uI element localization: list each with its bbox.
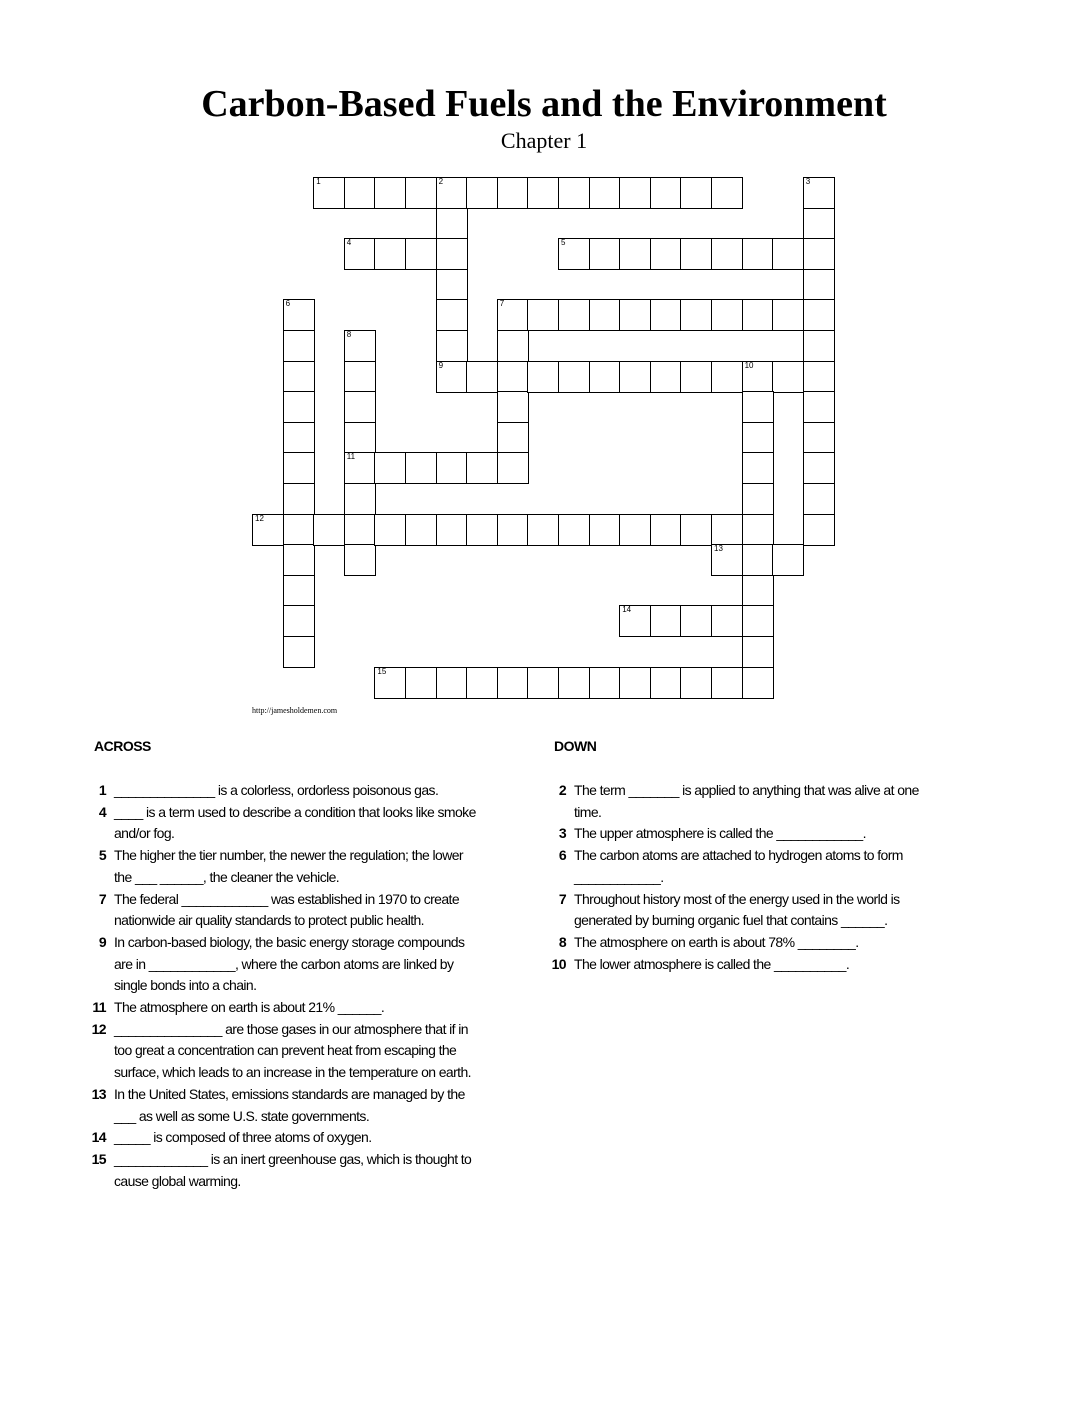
grid-cell[interactable] xyxy=(497,452,529,484)
grid-cell[interactable] xyxy=(344,422,376,454)
clue-number: 6 xyxy=(558,847,566,864)
clue-number: 8 xyxy=(558,933,566,950)
clue-text: The federal ____________ was established in 1970 to create nationwide air quality standards to protect public health. xyxy=(114,890,460,929)
grid-cell[interactable] xyxy=(558,299,590,331)
grid-cell[interactable] xyxy=(283,452,315,484)
grid-cell[interactable] xyxy=(283,361,315,393)
grid-cell[interactable] xyxy=(405,514,437,546)
across-clue xyxy=(80,1019,480,1084)
clue-number: 2 xyxy=(558,782,566,798)
grid-cell[interactable] xyxy=(589,238,621,270)
grid-cell[interactable] xyxy=(497,177,529,209)
grid-cell[interactable] xyxy=(497,422,529,454)
grid-cell[interactable] xyxy=(374,452,406,484)
clue-text: The lower atmosphere is called the __________. xyxy=(574,955,850,972)
grid-cell[interactable] xyxy=(589,177,621,209)
grid-cell[interactable] xyxy=(803,483,835,515)
down-clue xyxy=(540,845,940,888)
grid-cell[interactable] xyxy=(527,514,559,546)
grid-cell[interactable] xyxy=(436,238,468,270)
grid-cell[interactable] xyxy=(497,391,529,423)
grid-cell[interactable] xyxy=(772,544,804,576)
grid-cell[interactable] xyxy=(344,483,376,515)
grid-cell[interactable] xyxy=(558,361,590,393)
grid-cell[interactable] xyxy=(803,361,835,393)
grid-cell[interactable] xyxy=(589,514,621,546)
grid-cell[interactable] xyxy=(497,330,529,362)
grid-cell[interactable] xyxy=(527,361,559,393)
grid-cell[interactable] xyxy=(803,452,835,484)
grid-cell[interactable] xyxy=(283,544,315,576)
grid-cell[interactable] xyxy=(589,361,621,393)
grid-cell[interactable] xyxy=(742,667,774,699)
grid-cell[interactable] xyxy=(619,177,651,209)
cell-number: 13 xyxy=(714,544,723,554)
across-heading: ACROSS xyxy=(94,738,151,754)
grid-cell[interactable] xyxy=(313,177,345,209)
across-clue-list xyxy=(80,780,480,1192)
across-clue xyxy=(80,1127,480,1149)
grid-cell[interactable] xyxy=(497,514,529,546)
grid-cell[interactable] xyxy=(252,514,284,546)
grid-cell[interactable] xyxy=(619,667,651,699)
cell-number: 6 xyxy=(285,299,291,309)
grid-cell[interactable] xyxy=(283,514,315,546)
grid-cell[interactable] xyxy=(344,361,376,393)
down-clue xyxy=(540,823,940,845)
grid-cell[interactable] xyxy=(436,177,468,209)
grid-cell[interactable] xyxy=(803,330,835,362)
grid-cell[interactable] xyxy=(589,299,621,331)
grid-cell[interactable] xyxy=(803,177,835,209)
grid-cell[interactable] xyxy=(803,422,835,454)
grid-cell[interactable] xyxy=(374,514,406,546)
grid-cell[interactable] xyxy=(711,514,743,546)
across-clue xyxy=(80,889,480,932)
grid-cell[interactable] xyxy=(742,238,774,270)
across-clue xyxy=(80,997,480,1019)
grid-cell[interactable] xyxy=(742,422,774,454)
grid-cell[interactable] xyxy=(803,208,835,240)
grid-cell[interactable] xyxy=(619,361,651,393)
grid-cell[interactable] xyxy=(742,514,774,546)
grid-cell[interactable] xyxy=(711,667,743,699)
grid-cell[interactable] xyxy=(405,667,437,699)
grid-cell[interactable] xyxy=(344,452,376,484)
grid-cell[interactable] xyxy=(742,544,774,576)
grid-cell[interactable] xyxy=(650,238,682,270)
grid-cell[interactable] xyxy=(497,299,529,331)
grid-cell[interactable] xyxy=(436,514,468,546)
grid-cell[interactable] xyxy=(283,575,315,607)
grid-cell[interactable] xyxy=(283,605,315,637)
grid-cell[interactable] xyxy=(283,299,315,331)
grid-cell[interactable] xyxy=(619,605,651,637)
down-clue xyxy=(540,780,940,823)
grid-cell[interactable] xyxy=(405,452,437,484)
cell-number: 4 xyxy=(346,238,352,248)
clue-text: ____ is a term used to describe a condition that looks like smoke and/or fog. xyxy=(114,803,476,842)
grid-cell[interactable] xyxy=(650,361,682,393)
grid-cell[interactable] xyxy=(374,177,406,209)
grid-cell[interactable] xyxy=(527,299,559,331)
grid-cell[interactable] xyxy=(405,177,437,209)
clue-text: The atmosphere on earth is about 21% ______. xyxy=(114,999,385,1016)
grid-cell[interactable] xyxy=(436,361,468,393)
down-clue-list xyxy=(540,780,940,975)
cell-number: 10 xyxy=(744,360,754,370)
grid-cell[interactable] xyxy=(558,177,590,209)
grid-cell[interactable] xyxy=(436,667,468,699)
grid-cell[interactable] xyxy=(527,667,559,699)
grid-cell[interactable] xyxy=(344,177,376,209)
clue-number: 10 xyxy=(551,955,566,972)
grid-cell[interactable] xyxy=(466,452,498,484)
clue-text: The carbon atoms are attached to hydrogen atoms to form ____________. xyxy=(574,847,903,885)
cell-number: 5 xyxy=(561,238,566,248)
grid-cell[interactable] xyxy=(711,544,743,576)
source-url: http://jamesholdemen.com xyxy=(252,706,338,715)
grid-cell[interactable] xyxy=(283,483,315,515)
clue-text: The term _______ is applied to anything that was alive at one time. xyxy=(574,782,919,820)
grid-cell[interactable] xyxy=(619,514,651,546)
clue-number: 9 xyxy=(98,933,106,950)
clue-text: In carbon-based biology, the basic energy storage compounds are in ____________, where the carbon atoms are linked by single bonds into a chain. xyxy=(114,933,465,994)
grid-cell[interactable] xyxy=(497,361,529,393)
clue-number: 7 xyxy=(98,890,106,907)
cell-number: 15 xyxy=(377,666,387,676)
clue-number: 3 xyxy=(558,825,566,842)
grid-cell[interactable] xyxy=(558,238,590,270)
grid-cell[interactable] xyxy=(558,514,590,546)
grid-cell[interactable] xyxy=(436,452,468,484)
grid-cell[interactable] xyxy=(711,299,743,331)
grid-cell[interactable] xyxy=(803,514,835,546)
clue-text: The higher the tier number, the newer the regulation; the lower the ___ ______, the cleaner the vehicle. xyxy=(114,847,463,885)
down-clue xyxy=(540,932,940,954)
clue-text: The upper atmosphere is called the ____________. xyxy=(574,825,866,842)
grid-cell[interactable] xyxy=(711,238,743,270)
cell-number: 7 xyxy=(499,299,505,309)
grid-cell[interactable] xyxy=(680,238,712,270)
cell-number: 11 xyxy=(346,452,356,462)
clue-text: ______________ is a colorless, ordorless poisonous gas. xyxy=(114,782,439,798)
grid-cell[interactable] xyxy=(619,238,651,270)
grid-cell[interactable] xyxy=(466,177,498,209)
down-clue xyxy=(540,954,940,976)
grid-cell[interactable] xyxy=(405,238,437,270)
down-heading: DOWN xyxy=(554,738,597,754)
grid-cell[interactable] xyxy=(680,667,712,699)
grid-cell[interactable] xyxy=(803,299,835,331)
grid-cell[interactable] xyxy=(742,636,774,668)
grid-cell[interactable] xyxy=(619,299,651,331)
clue-number: 11 xyxy=(92,999,106,1016)
clue-text: _____________ is an inert greenhouse gas, which is thought to cause global warming. xyxy=(114,1150,472,1189)
across-clue xyxy=(80,802,480,845)
grid-cell[interactable] xyxy=(436,299,468,331)
cell-number: 14 xyxy=(622,605,632,615)
grid-cell[interactable] xyxy=(436,330,468,362)
grid-cell[interactable] xyxy=(742,483,774,515)
cell-number: 2 xyxy=(438,177,444,186)
grid-cell[interactable] xyxy=(344,544,376,576)
grid-cell[interactable] xyxy=(680,605,712,637)
cell-number: 8 xyxy=(346,330,352,339)
across-clue xyxy=(80,1149,480,1192)
clue-number: 14 xyxy=(91,1129,106,1146)
grid-cell[interactable] xyxy=(283,636,315,668)
clue-number: 15 xyxy=(91,1150,106,1167)
across-clue xyxy=(80,932,480,997)
grid-cell[interactable] xyxy=(772,238,804,270)
grid-cell[interactable] xyxy=(283,422,315,454)
clue-number: 12 xyxy=(91,1020,106,1037)
cell-number: 1 xyxy=(316,177,321,186)
clue-number: 7 xyxy=(558,890,566,907)
grid-cell[interactable] xyxy=(436,269,468,301)
grid-cell[interactable] xyxy=(374,238,406,270)
grid-cell[interactable] xyxy=(650,667,682,699)
grid-cell[interactable] xyxy=(803,238,835,270)
grid-cell[interactable] xyxy=(742,299,774,331)
grid-cell[interactable] xyxy=(680,177,712,209)
grid-cell[interactable] xyxy=(497,667,529,699)
across-clue xyxy=(80,780,480,802)
grid-cell[interactable] xyxy=(742,575,774,607)
grid-cell[interactable] xyxy=(803,269,835,301)
grid-cell[interactable] xyxy=(466,361,498,393)
clue-text: Throughout history most of the energy used in the world is generated by burning organic fuel that contains ______. xyxy=(574,890,900,929)
clue-number: 1 xyxy=(98,782,106,798)
clue-number: 5 xyxy=(98,847,106,864)
across-clue xyxy=(80,1084,480,1127)
grid-cell[interactable] xyxy=(742,391,774,423)
grid-cell[interactable] xyxy=(680,361,712,393)
grid-cell[interactable] xyxy=(374,667,406,699)
clue-number: 4 xyxy=(98,803,106,820)
grid-cell[interactable] xyxy=(313,514,345,546)
grid-cell[interactable] xyxy=(680,299,712,331)
cell-number: 12 xyxy=(255,513,264,523)
grid-cell[interactable] xyxy=(283,391,315,423)
clue-text: In the United States, emissions standards are managed by the ___ as well as some U.S. state governments. xyxy=(114,1085,465,1124)
grid-cell[interactable] xyxy=(742,452,774,484)
grid-cell[interactable] xyxy=(650,514,682,546)
cell-number: 3 xyxy=(805,177,811,186)
grid-cell[interactable] xyxy=(527,177,559,209)
grid-cell[interactable] xyxy=(711,361,743,393)
cell-number: 9 xyxy=(438,360,444,370)
clue-text: _______________ are those gases in our atmosphere that if in too great a concentration can prevent heat from escaping the surface, which leads to an increase in the temperature on earth. xyxy=(114,1020,471,1081)
clue-text: _____ is composed of three atoms of oxygen. xyxy=(114,1129,372,1146)
grid-cell[interactable] xyxy=(344,391,376,423)
grid-cell[interactable] xyxy=(650,299,682,331)
grid-cell[interactable] xyxy=(650,605,682,637)
grid-cell[interactable] xyxy=(344,514,376,546)
grid-cell[interactable] xyxy=(589,667,621,699)
grid-cell[interactable] xyxy=(772,299,804,331)
grid-cell[interactable] xyxy=(680,514,712,546)
grid-cell[interactable] xyxy=(283,330,315,362)
clue-text: The atmosphere on earth is about 78% ________. xyxy=(574,933,859,950)
down-clue xyxy=(540,889,940,932)
grid-cell[interactable] xyxy=(711,177,743,209)
grid-cell[interactable] xyxy=(803,391,835,423)
grid-cell[interactable] xyxy=(711,605,743,637)
grid-cell[interactable] xyxy=(466,514,498,546)
grid-cell[interactable] xyxy=(436,208,468,240)
grid-cell[interactable] xyxy=(742,605,774,637)
page-subtitle: Chapter 1 xyxy=(500,128,588,153)
grid-cell[interactable] xyxy=(344,238,376,270)
grid-cell[interactable] xyxy=(466,667,498,699)
grid-cell[interactable] xyxy=(344,330,376,362)
grid-cell[interactable] xyxy=(650,177,682,209)
grid-cell[interactable] xyxy=(742,361,774,393)
page-title: Carbon-Based Fuels and the Environment xyxy=(201,83,887,125)
clue-number: 13 xyxy=(91,1085,106,1102)
across-clue xyxy=(80,845,480,888)
grid-cell[interactable] xyxy=(558,667,590,699)
grid-cell[interactable] xyxy=(772,361,804,393)
